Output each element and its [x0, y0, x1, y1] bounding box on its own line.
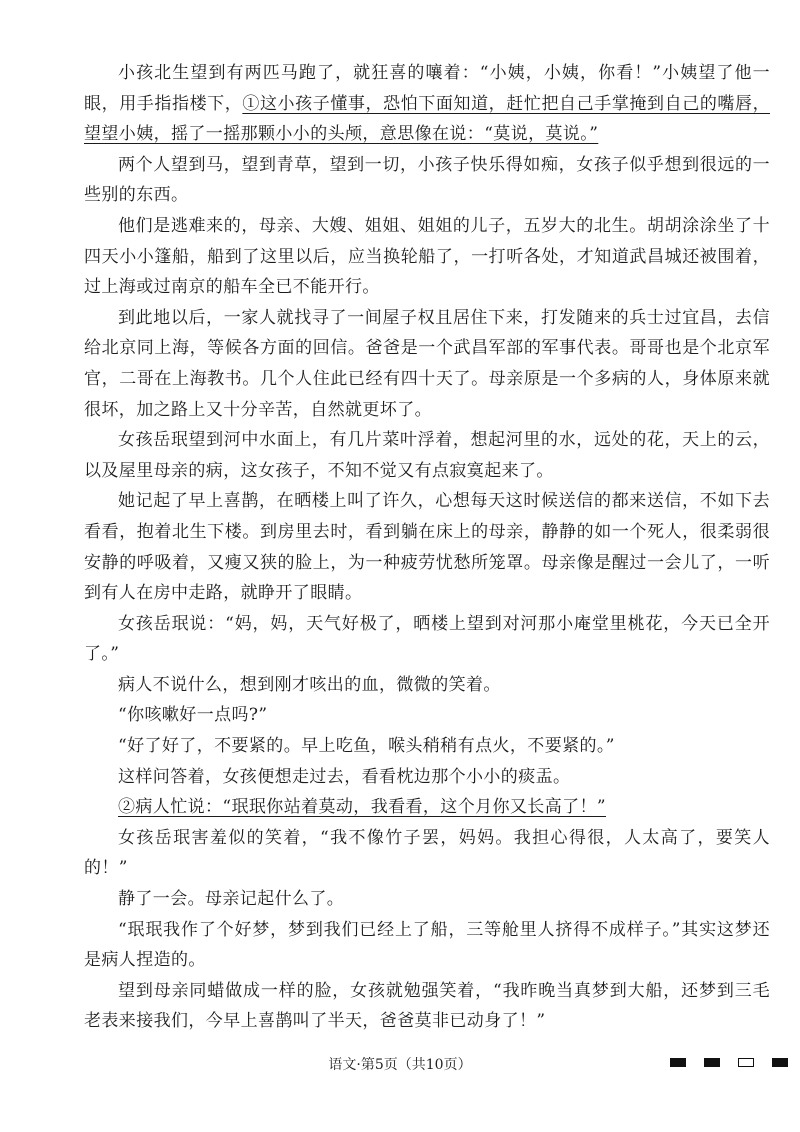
passage-text: 他们是逃难来的，母亲、大嫂、姐姐、姐姐的儿子，五岁大的北生。胡胡涂涂坐了十四天小小篷船，船到了这里以后，应当换轮船了，一打听各处，才知道武昌城还被围着，过上海或过南京的船车全已不能开行。: [84, 215, 770, 298]
paragraph: [84, 884, 770, 915]
page-number-label: 语文·第5页（共10页）: [328, 1057, 472, 1073]
paragraph: [84, 486, 770, 608]
underlined-passage: ①这小孩子懂事，恐怕下面知道，赶忙把自己手掌掩到自己的嘴唇，望望小姨，摇了一摇那颗小小的头颅，意思像在说：“莫说，莫说。”: [84, 93, 770, 145]
paragraph: [84, 792, 770, 823]
paragraph: [84, 823, 770, 884]
paragraph: [84, 670, 770, 701]
passage-text: 望到母亲同蜡做成一样的脸，女孩就勉强笑着，“我昨晚当真梦到大船，还梦到三毛老表来接我们，今早上喜鹊叫了半天，爸爸莫非已动身了！”: [84, 980, 770, 1032]
passage-text: 这样问答着，女孩便想走过去，看看枕边那个小小的痰盂。: [118, 766, 571, 787]
paragraph: [84, 211, 770, 303]
passage-text: 她记起了早上喜鹊，在晒楼上叫了许久，心想每天这时候送信的都来送信，不如下去看看，抱着北生下楼。到房里去时，看到躺在床上的母亲，静静的如一个死人，很柔弱很安静的呼吸着，又瘦又狭的脸上，为一种疲劳忧愁所笼罩。母亲像是醒过一会儿了，一听到有人在房中走路，就睁开了眼睛。: [84, 491, 770, 604]
passage-text: 小孩北生望到有两匹马跑了，就狂喜的嚷着：“小姨，小姨，你看！”小姨望了他一眼，用手指指楼下，: [84, 63, 770, 114]
paragraph: [84, 915, 770, 976]
filled-block-mark: [772, 1058, 788, 1067]
passage-text: “珉珉我作了个好梦，梦到我们已经上了船，三等舱里人挤得不成样子。”其实这梦还是病人捏造的。: [84, 919, 770, 971]
hollow-block-mark: [738, 1058, 754, 1067]
paragraph: [84, 976, 770, 1037]
paragraph: [84, 700, 770, 731]
passage-text: 静了一会。母亲记起什么了。: [118, 889, 345, 910]
paragraph: [84, 150, 770, 211]
passage-text: 两个人望到马，望到青草，望到一切，小孩子快乐得如痴，女孩子似乎想到很远的一些别的东西。: [84, 154, 770, 206]
passage-text: 女孩岳珉害羞似的笑着，“我不像竹子罢，妈妈。我担心得很，人太高了，要笑人的！”: [84, 827, 770, 879]
paragraph: [84, 425, 770, 486]
passage-text: 女孩岳珉说：“妈，妈，天气好极了，晒楼上望到对河那小庵堂里桃花，今天已全开了。”: [84, 613, 770, 665]
corner-marks: [670, 1058, 788, 1067]
passage-text: 女孩岳珉望到河中水面上，有几片菜叶浮着，想起河里的水，远处的花，天上的云，以及屋里母亲的病，这女孩子，不知不觉又有点寂寞起来了。: [84, 430, 770, 481]
filled-block-mark: [704, 1058, 720, 1067]
passage-text: “好了好了，不要紧的。早上吃鱼，喉头稍稍有点火，不要紧的。”: [118, 736, 615, 757]
passage-text: 到此地以后，一家人就找寻了一间屋子权且居住下来，打发随来的兵士过宜昌，去信给北京同上海，等候各方面的回信。爸爸是一个武昌军部的军事代表。哥哥也是个北京军官，二哥在上海教书。几个人住此已经有四十天了。母亲原是一个多病的人，身体原来就很坏，加之路上又十分辛苦，自然就更坏了。: [84, 307, 770, 420]
paragraph: [84, 58, 770, 150]
paragraph: [84, 731, 770, 762]
filled-block-mark: [670, 1058, 686, 1067]
passage-text: 病人不说什么，想到刚才咳出的血，微微的笑着。: [118, 674, 501, 695]
underlined-passage: ②病人忙说：“珉珉你站着莫动，我看看，这个月你又长高了！”: [118, 797, 606, 818]
paragraph: [84, 609, 770, 670]
passage-text: “你咳嗽好一点吗?”: [118, 705, 268, 726]
document-body: [84, 58, 770, 1037]
paragraph: [84, 303, 770, 425]
paragraph: [84, 762, 770, 793]
